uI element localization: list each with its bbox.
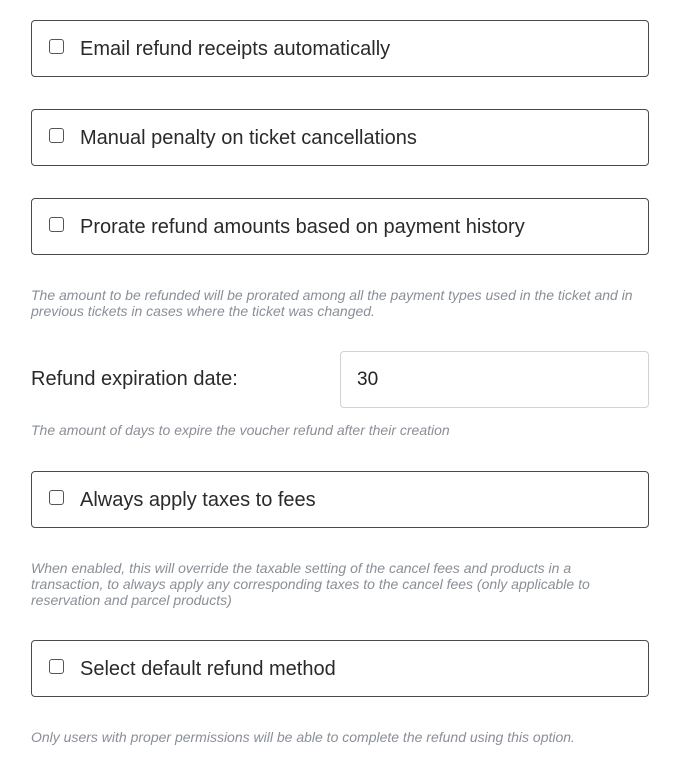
manual-penalty-label: Manual penalty on ticket cancellations — [80, 127, 417, 149]
always-apply-taxes-label: Always apply taxes to fees — [80, 489, 316, 511]
email-refund-receipts-label: Email refund receipts automatically — [80, 38, 391, 60]
default-refund-method-option[interactable] — [31, 640, 649, 697]
refund-expiration-help-text: The amount of days to expire the voucher refund after their creation — [31, 422, 450, 438]
default-refund-method-label: Select default refund method — [80, 658, 336, 680]
default-refund-method-help-text: Only users with proper permissions will be able to complete the refund using this option. — [31, 729, 575, 745]
prorate-refund-label: Prorate refund amounts based on payment history — [80, 216, 525, 238]
default-refund-method-checkbox[interactable] — [49, 659, 64, 674]
always-apply-taxes-checkbox[interactable] — [49, 490, 64, 505]
prorate-refund-option[interactable] — [31, 198, 649, 255]
manual-penalty-checkbox[interactable] — [49, 128, 64, 143]
prorate-refund-help-text: The amount to be refunded will be prorated among all the payment types used in the ticket and in previous tickets in cases where the ticket was changed. — [31, 287, 633, 319]
refund-expiration-input[interactable] — [340, 351, 649, 408]
manual-penalty-option[interactable] — [31, 109, 649, 166]
email-refund-receipts-checkbox[interactable] — [49, 39, 64, 54]
refund-expiration-label: Refund expiration date: — [31, 368, 238, 390]
prorate-refund-checkbox[interactable] — [49, 217, 64, 232]
email-refund-receipts-option[interactable] — [31, 20, 649, 77]
always-apply-taxes-option[interactable] — [31, 471, 649, 528]
always-apply-taxes-help-text: When enabled, this will override the taxable setting of the cancel fees and products in a transaction, to always apply any corresponding taxes to the cancel fees (only applicable to reservation and parcel products) — [31, 560, 590, 608]
